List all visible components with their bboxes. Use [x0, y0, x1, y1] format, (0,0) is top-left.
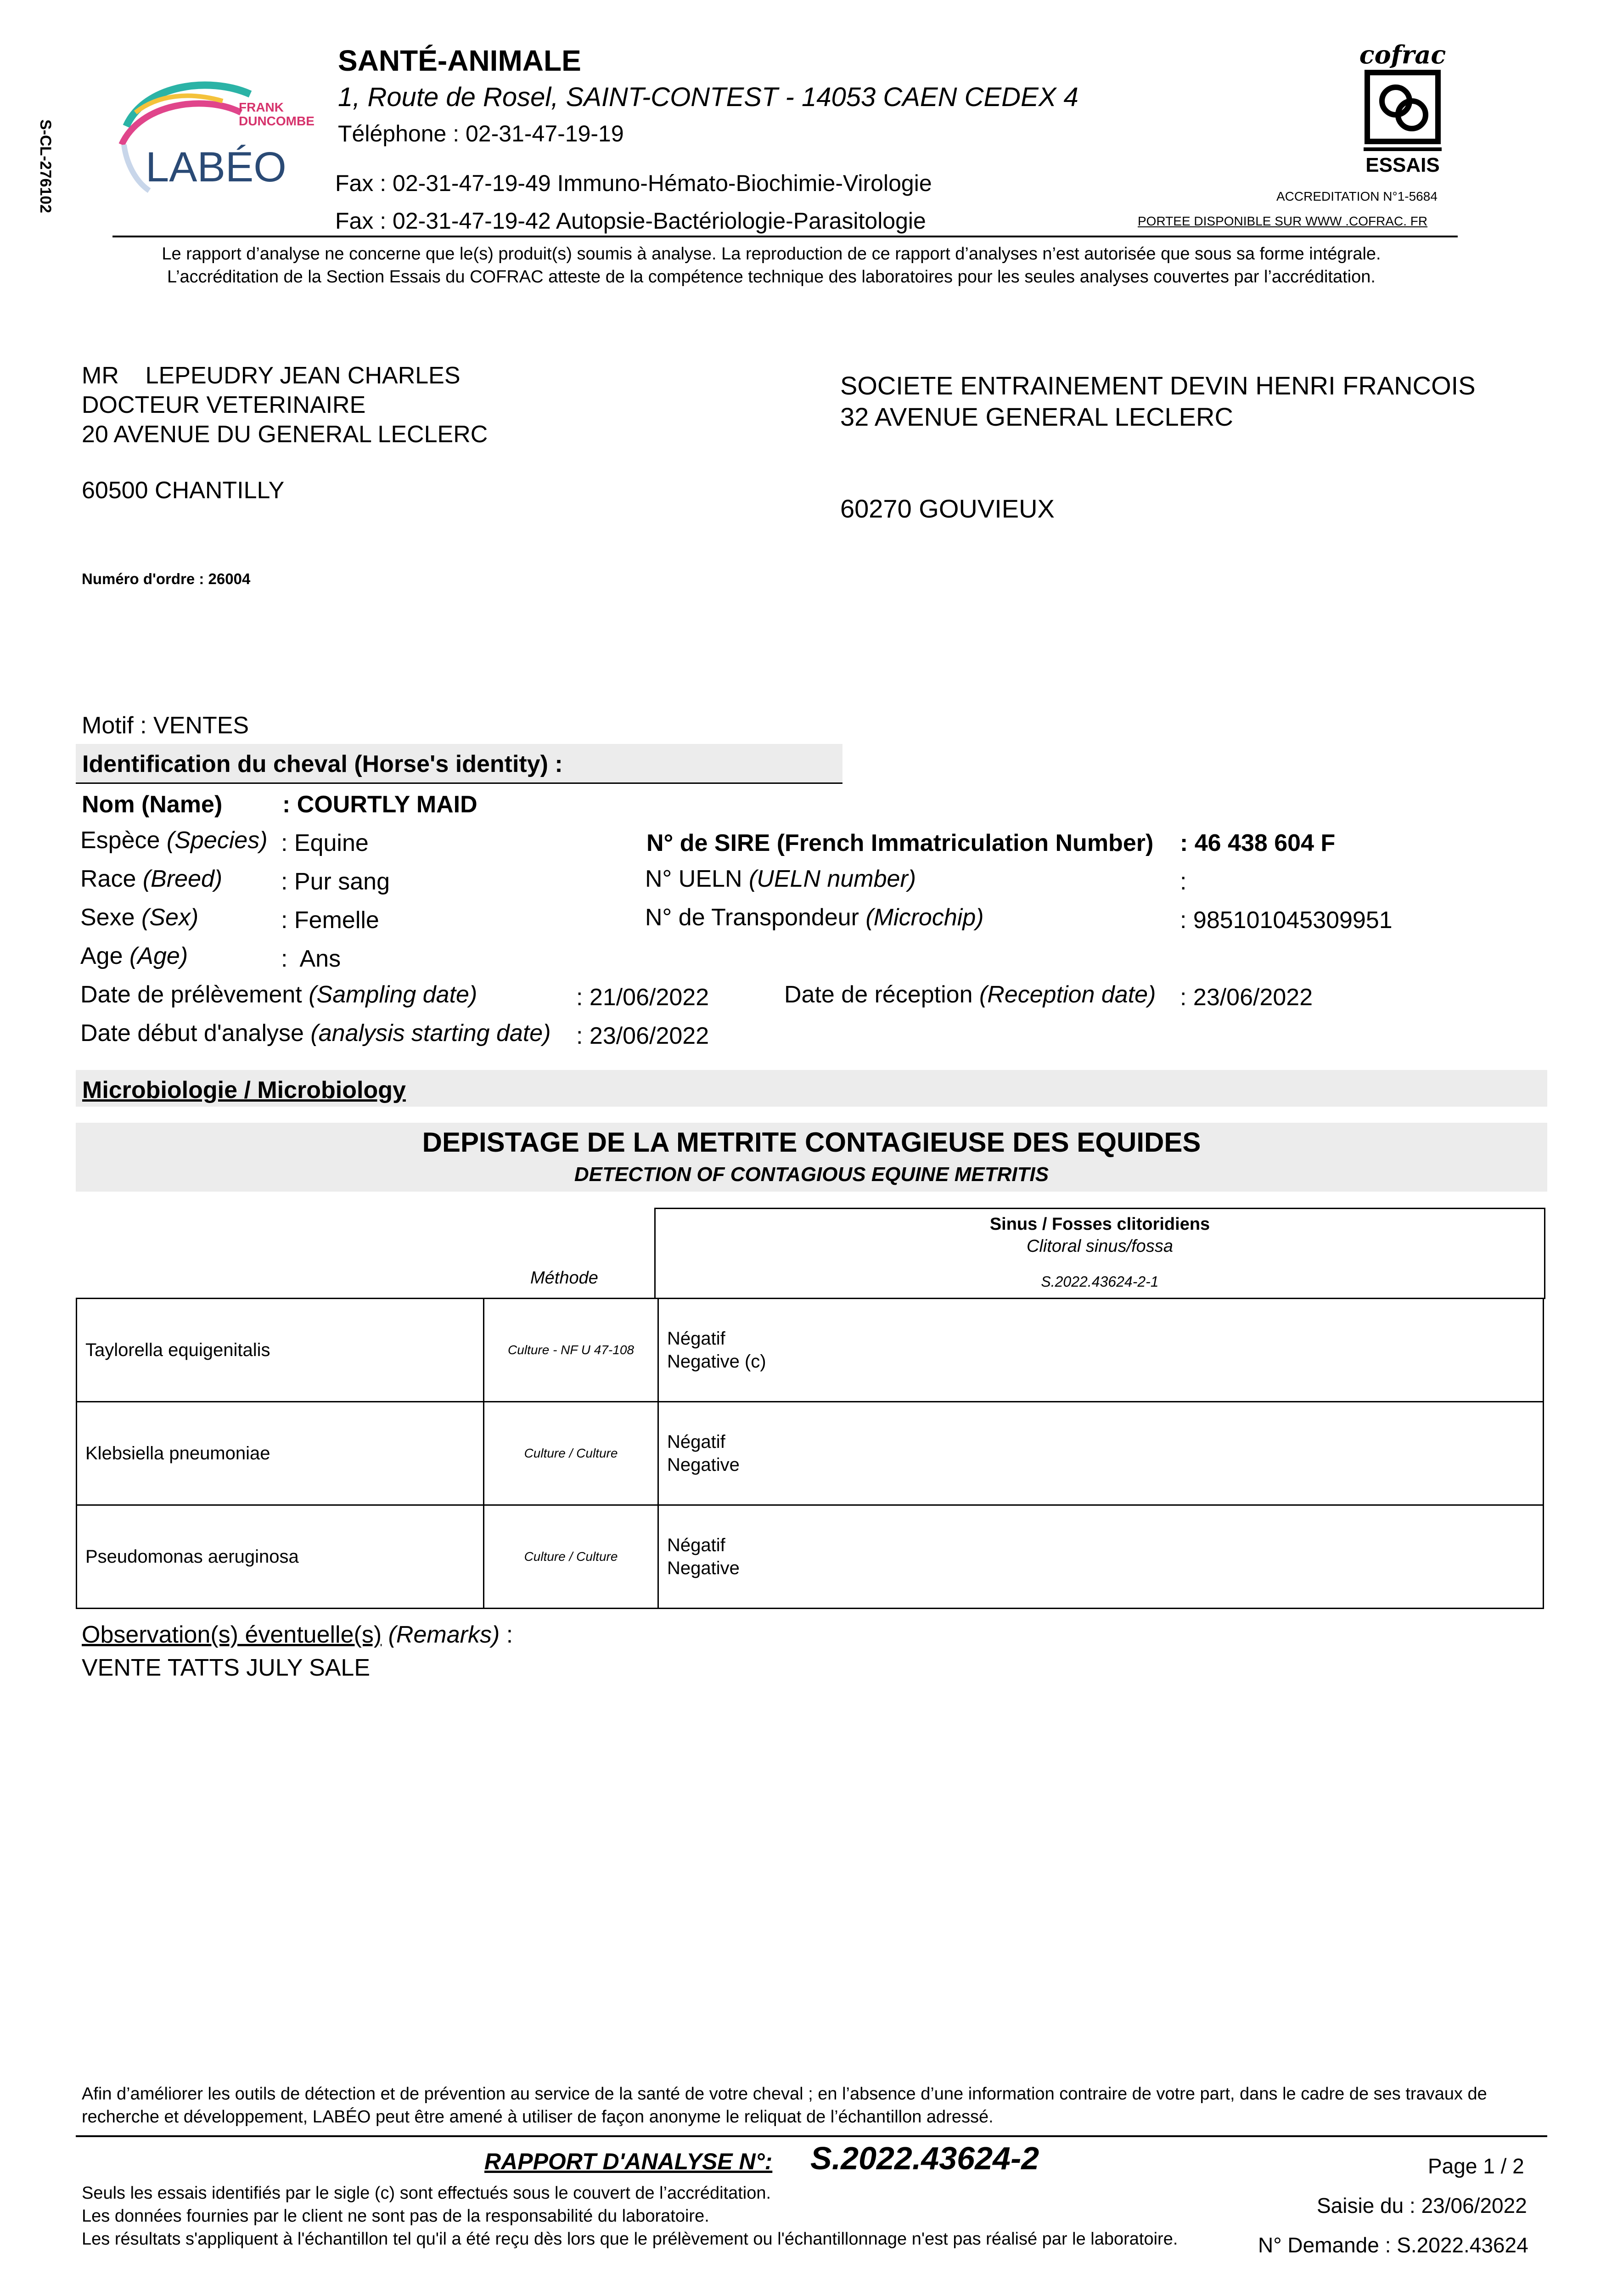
test-heading — [76, 1123, 1547, 1192]
age-label: Age (Age) — [80, 943, 188, 969]
report-label: RAPPORT D'ANALYSE N°: — [484, 2149, 773, 2174]
cofrac-name: cofrac — [1359, 41, 1446, 69]
species-value: : Equine — [281, 830, 369, 856]
lab-address: 1, Route de Rosel, SAINT-CONTEST - 14053 CAEN CEDEX 4 — [338, 82, 1078, 112]
lab-fax-autopsie: Fax : 02-31-47-19-42 Autopsie-Bactériologie-Parasitologie — [335, 208, 926, 234]
sire-value: : 46 438 604 F — [1180, 830, 1336, 856]
recipient-street: 20 AVENUE DU GENERAL LECLERC — [82, 421, 488, 448]
result-fr: Négatif — [667, 1535, 725, 1555]
result-en: Negative (c) — [667, 1351, 766, 1372]
method-column-label: Méthode — [530, 1268, 598, 1288]
transponder-label: N° de Transpondeur (Microchip) — [645, 904, 984, 931]
sample-column-title: Sinus / Fosses clitoridiens — [989, 1215, 1210, 1234]
result-fr: Négatif — [667, 1328, 725, 1349]
labeo-logo — [117, 76, 324, 195]
sex-label: Sexe (Sex) — [80, 904, 199, 931]
logo-brand-top: FRANK — [239, 100, 284, 114]
footer-note: Afin d’améliorer les outils de détection et de prévention au service de la santé de votre cheval ; en l’absence d’une information contraire de votre part, dans le cadre de ses travaux de recherche et développement, LABÉO peut être amené à utiliser de façon anonyme le reliquat de l’échantillon adressé. — [82, 2084, 1487, 2127]
footer-divider — [76, 2135, 1547, 2137]
owner-city: 60270 GOUVIEUX — [840, 494, 1055, 523]
sample-column-id: S.2022.43624-2-1 — [1041, 1273, 1159, 1290]
name-label: Nom (Name) — [82, 791, 223, 818]
organism-cell: Taylorella equigenitalis — [77, 1299, 484, 1402]
organism-cell: Klebsiella pneumoniae — [77, 1402, 484, 1505]
order-number: Numéro d'ordre : 26004 — [82, 570, 251, 587]
cofrac-portee-link[interactable]: PORTEE DISPONIBLE SUR WWW .COFRAC. FR — [1138, 214, 1428, 228]
identification-heading-text: Identification du cheval (Horse's identity) : — [82, 751, 563, 777]
recipient-address — [82, 361, 488, 449]
recipient-name: MR LEPEUDRY JEAN CHARLES — [82, 362, 461, 389]
recipient-city: 60500 CHANTILLY — [82, 477, 285, 504]
method-cell: Culture / Culture — [484, 1505, 658, 1609]
organism-cell: Pseudomonas aeruginosa — [77, 1505, 484, 1609]
accreditation-number: ACCREDITATION N°1-5684 — [1276, 189, 1438, 203]
ueln-label: N° UELN (UELN number) — [645, 866, 916, 892]
result-fr: Négatif — [667, 1432, 725, 1452]
result-en: Negative — [667, 1558, 740, 1578]
breed-value: : Pur sang — [281, 868, 390, 895]
transponder-value: : 985101045309951 — [1180, 907, 1393, 934]
species-label: Espèce (Species) — [80, 827, 268, 854]
disclaimer-line: L’accréditation de la Section Essais du COFRAC atteste de la compétence technique des laboratoires pour les seules analyses couvertes par l’accréditation. — [167, 267, 1376, 287]
request-number: N° Demande : S.2022.43624 — [1258, 2233, 1528, 2257]
result-cell — [658, 1505, 1544, 1609]
results-table — [76, 1298, 1544, 1609]
sex-value: : Femelle — [281, 907, 379, 934]
lab-name: SANTÉ-ANIMALE — [338, 44, 581, 77]
section-title: Microbiologie / Microbiology — [82, 1077, 406, 1103]
lab-fax-immuno: Fax : 02-31-47-19-49 Immuno-Hémato-Biochimie-Virologie — [335, 170, 932, 196]
result-en: Negative — [667, 1455, 740, 1475]
section-heading — [76, 1070, 1547, 1107]
breed-label: Race (Breed) — [80, 866, 223, 892]
logo-brand-bottom: DUNCOMBE — [239, 114, 314, 128]
document-side-code: S-CL-276102 — [37, 119, 54, 214]
disclaimer-line: Le rapport d’analyse ne concerne que le(s) produit(s) soumis à analyse. La reproduction de ce rapport d’analyses n’est autorisée que sous sa forme intégrale. — [162, 244, 1381, 264]
table-row — [77, 1299, 1544, 1402]
motif: Motif : VENTES — [82, 712, 249, 739]
analysis-date-value: : 23/06/2022 — [576, 1023, 709, 1049]
name-value: : COURTLY MAID — [282, 791, 477, 818]
footer-results-note: Les résultats s'appliquent à l'échantillon tel qu'il a été reçu dès lors que le prélèvement ou l'échantillonnage n'est pas réalisé par le laboratoire. — [82, 2229, 1178, 2249]
method-cell: Culture / Culture — [484, 1402, 658, 1505]
sample-column-header — [654, 1208, 1545, 1299]
observations-label: Observation(s) éventuelle(s) (Remarks) : — [82, 1621, 513, 1648]
cofrac-logo — [1354, 41, 1451, 174]
sampling-date-label: Date de prélèvement (Sampling date) — [80, 981, 477, 1008]
entry-date: Saisie du : 23/06/2022 — [1317, 2194, 1527, 2217]
recipient-title: DOCTEUR VETERINAIRE — [82, 392, 366, 418]
reception-date-label: Date de réception (Reception date) — [784, 981, 1156, 1008]
cofrac-label: ESSAIS — [1365, 154, 1440, 174]
reception-date-value: : 23/06/2022 — [1180, 984, 1313, 1011]
report-number: S.2022.43624-2 — [810, 2140, 1039, 2176]
page-number: Page 1 / 2 — [1428, 2154, 1524, 2178]
header-divider — [112, 236, 1458, 237]
sample-column-subtitle: Clitoral sinus/fossa — [1027, 1237, 1173, 1256]
analysis-date-label: Date début d'analyse (analysis starting date) — [80, 1020, 551, 1047]
observations-value: VENTE TATTS JULY SALE — [82, 1654, 371, 1681]
owner-address — [840, 370, 1476, 433]
logo-name: LABÉO — [146, 144, 286, 191]
identification-heading — [76, 744, 842, 784]
table-row — [77, 1505, 1544, 1609]
result-cell — [658, 1402, 1544, 1505]
lab-phone: Téléphone : 02-31-47-19-19 — [338, 121, 624, 146]
test-subtitle: DETECTION OF CONTAGIOUS EQUINE METRITIS — [574, 1163, 1049, 1186]
owner-name: SOCIETE ENTRAINEMENT DEVIN HENRI FRANCOIS — [840, 371, 1476, 400]
header-disclaimer — [83, 242, 1460, 288]
ueln-value: : — [1180, 868, 1187, 895]
method-cell: Culture - NF U 47-108 — [484, 1299, 658, 1402]
age-value: : Ans — [281, 945, 341, 972]
sire-label: N° de SIRE (French Immatriculation Number) — [646, 830, 1154, 856]
owner-street: 32 AVENUE GENERAL LECLERC — [840, 402, 1233, 431]
result-cell — [658, 1299, 1544, 1402]
test-title: DEPISTAGE DE LA METRITE CONTAGIEUSE DES EQUIDES — [422, 1127, 1201, 1158]
footer-client-note: Les données fournies par le client ne sont pas de la responsabilité du laboratoire. — [82, 2206, 709, 2226]
footer-accreditation-note: Seuls les essais identifiés par le sigle (c) sont effectués sous le couvert de l’accréditation. — [82, 2183, 771, 2203]
table-row — [77, 1402, 1544, 1505]
sampling-date-value: : 21/06/2022 — [576, 984, 709, 1011]
